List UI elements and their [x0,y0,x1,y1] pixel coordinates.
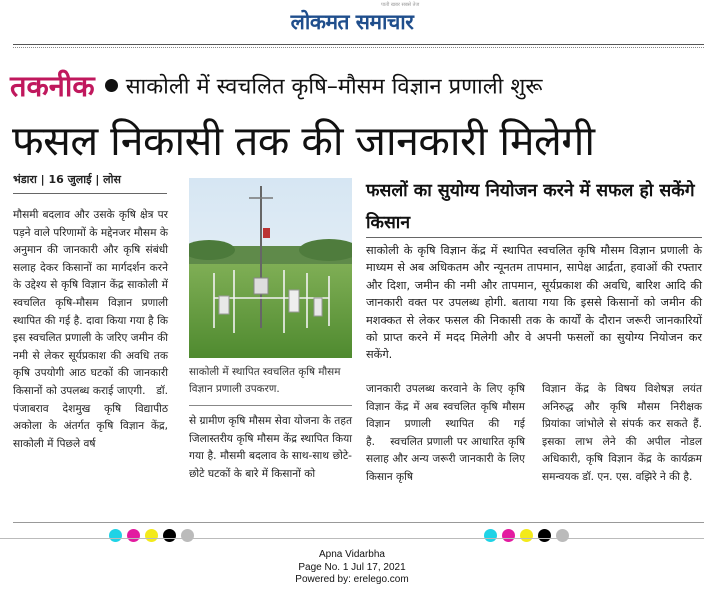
footer-edition: Apna Vidarbha [319,549,385,560]
footer-powered-by: Powered by: erelego.com [295,574,409,585]
masthead-tagline: पाती खबर सबसे तेज [381,2,420,8]
dateline: भंडारा | 16 जुलाई | लोस [13,173,121,186]
registration-dot [163,529,176,542]
kicker-line [10,66,700,104]
registration-dot [538,529,551,542]
registration-dot [556,529,569,542]
header-rule [13,44,704,45]
article-column-3: जानकारी उपलब्ध करवाने के लिए कृषि विज्ञान केंद्र में अब स्वचलित कृषि मौसम विज्ञान प्रणाली स्थापित की गई है. स्वचलित प्रणाली पर आधारित कृषि सलाह और अन्य जरूरी जानकारी के लिए किसान कृषि [366,383,525,483]
registration-dot [145,529,158,542]
photo-caption: साकोली में स्थापित स्वचलित कृषि मौसम विज्ञान प्रणाली उपकरण. [189,366,341,395]
dateline-rule [13,193,167,194]
header-dotted-rule [13,47,704,48]
footer-page-date: Page No. 1 Jul 17, 2021 [298,561,406,573]
registration-marks-right [484,529,574,541]
registration-marks-left [109,529,199,541]
page-footer [0,549,704,587]
article-deck: फसलों का सुयोग्य नियोजन करने में सफल हो सकेंगे किसान [366,181,695,233]
article-column-1: मौसमी बदलाव और उसके कृषि क्षेत्र पर पड़ने वाले परिणामों के मद्देनजर मौसम के अनुमान की जानकारी और कृषि संबंधी सलाह देकर किसानों का मार्गदर्शन करने के उद्देश्य से कृषि विज्ञान केंद्र साकोली में स्वचलित कृषि-मौसम विज्ञान प्रणाली स्थापित की गई है. दावा किया गया है कि इस स्वचलित प्रणाली के जरिए जमीन की नमी से लेकर सूर्यप्रकाश की अवधि तक कृषि उपयोगी आठ घटकों की जानकारी किसानों को उपलब्ध कराई जाएगी. डॉ. पंजाबराव देशमुख कृषि विद्यापीठ अकोला के अंतर्गत कृषि विज्ञान केंद्र, साकोली में पिछले वर्ष [13,209,168,450]
weather-station-photo [189,178,352,358]
registration-dot [181,529,194,542]
article-headline: फसल निकासी तक की जानकारी मिलेगी [12,117,595,165]
article-lead: साकोली के कृषि विज्ञान केंद्र में स्थापित स्वचलित कृषि मौसम विज्ञान प्रणाली के माध्यम से अब अधिकतम और न्यूनतम तापमान, सापेक्ष आर्द्रता, हवाओं की रफ्तार और दिशा, जमीन की नमी और तापमान, सूर्यप्रकाश की अवधि, बारिश आदि की जानकारी वक्त पर उपलब्ध होगी. बताया गया कि इससे किसानों को जमीन की मशक्कत से लेकर फसल की निकासी तक के कार्यों के दौरान जरूरी जानकारियों को प्राप्त करने में मदद मिलेगी और वे अपनी फसलों का सुयोग्य नियोजन कर सकेंगे. [366,244,702,362]
article-column-4: विज्ञान केंद्र के विषय विशेषज्ञ लयंत अनिरुद्ध और कृषि मौसम निरीक्षक प्रियांका जांभोले से संपर्क कर सकते हैं. इसका लाभ लेने की अपील नोडल अधिकारी, कृषि विज्ञान केंद्र के कार्यक्रम समन्वयक डॉ. एन. एस. वझिरे ने की है. [542,383,702,483]
caption-rule [189,405,352,406]
registration-dot [520,529,533,542]
section-tag: तकनीक [10,69,95,103]
bullet-dot [105,79,118,92]
article-column-2: से ग्रामीण कृषि मौसम सेवा योजना के तहत जिलास्तरीय कृषि मौसम केंद्र स्थापित किया गया है. मौसमी बदलाव के साथ-साथ छोटे-छोटे घटकों के बारे में किसानों को [189,415,352,480]
registration-dot [484,529,497,542]
deck-rule [366,237,702,238]
kicker-subtitle: साकोली में स्वचलित कृषि–मौसम विज्ञान प्रणाली शुरू [125,74,543,100]
newspaper-masthead: लोकमत समाचार [290,9,414,34]
registration-dot [502,529,515,542]
registration-dot [109,529,122,542]
registration-dot [127,529,140,542]
footer-rule [0,538,704,539]
page-bottom-rule [13,522,704,523]
